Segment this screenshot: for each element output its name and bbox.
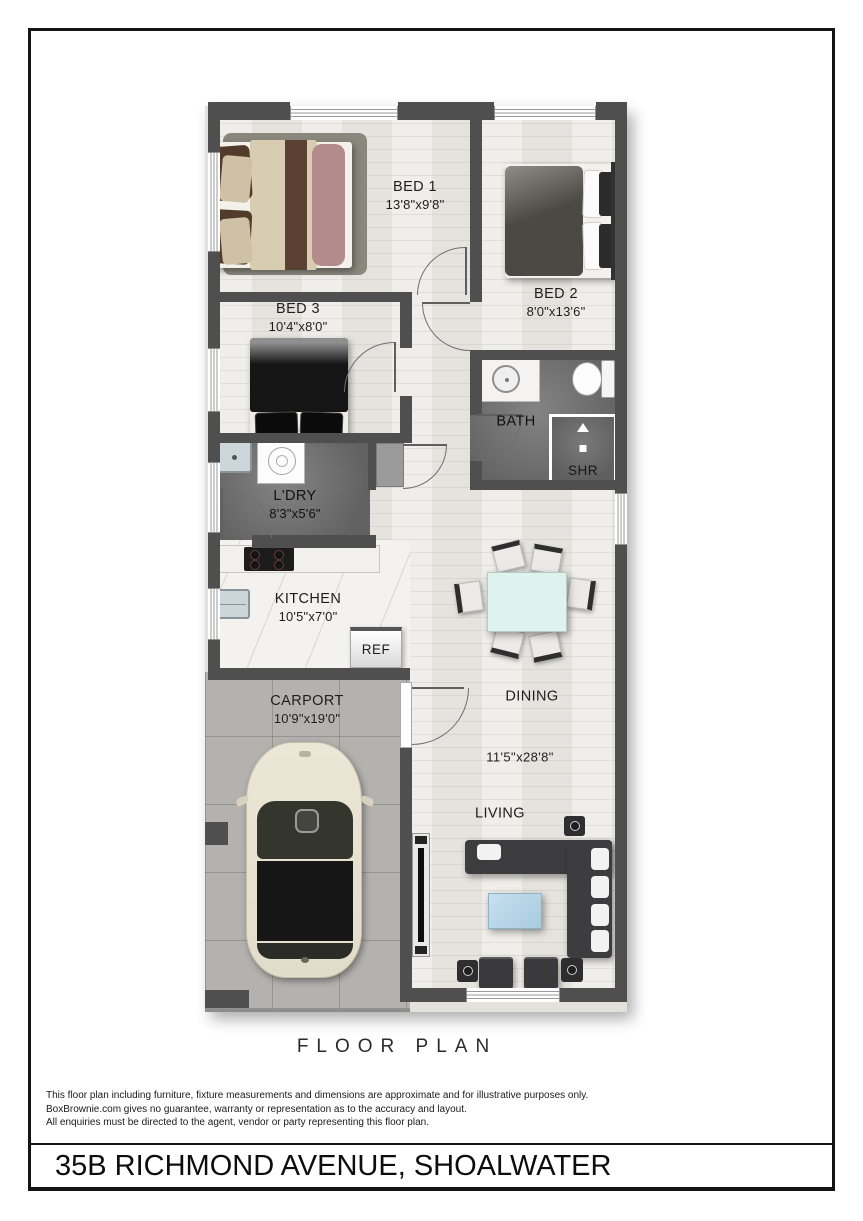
bed1-duvet-stripe [285,140,307,270]
room-name: CARPORT [270,693,344,709]
wall-segment [208,533,220,588]
wall-segment [560,988,627,1002]
wall-segment [208,433,412,443]
room-name: SHR [567,463,598,478]
window [208,348,220,412]
window [290,106,398,120]
bed1-throw-blanket [312,144,345,266]
tv-screen [418,848,424,942]
wall-segment [615,545,627,1002]
dining-chair [566,577,596,610]
carport-post [205,990,249,1008]
room-label-bath [496,414,535,431]
tv-unit-end [415,836,427,844]
room-dims: 10'9"x19'0" [273,711,341,726]
room-name: BED 2 [534,286,578,302]
side-table-lamp [561,958,583,982]
floor-plan [205,100,630,1015]
sofa-cushion [591,848,609,870]
door-leaf [465,247,467,295]
room-dims: 8'3"x5'6" [269,506,321,521]
room-dims-living-dining: 11'5"x28'8" [486,749,554,765]
window [494,106,596,120]
side-table-lamp [564,816,585,836]
wall-segment [400,292,412,348]
pillow [219,155,253,203]
tv-unit [412,833,430,957]
shower-drain-icon [580,445,587,452]
wall-segment [470,360,482,415]
disclaimer [46,1089,588,1130]
room-name: LIVING [475,805,525,822]
bed2-duvet [505,166,583,276]
disclaimer-line: BoxBrownie.com gives no guarantee, warranty or representation as to the accuracy and layout. [46,1103,467,1115]
ottoman [524,957,558,989]
tv-unit-end [415,946,427,954]
sofa-cushion [477,844,501,860]
window [208,462,220,533]
room-label-bed1 [386,179,445,213]
window [466,988,560,1002]
room-dims: 10'5"x7'0" [278,609,338,624]
toilet-tank [601,360,615,398]
room-name: L'DRY [273,488,317,504]
car-rear-detail [301,957,309,963]
carport-post [205,822,228,845]
linen-cupboard [376,443,404,487]
room-name: KITCHEN [274,591,342,607]
wall-segment [470,350,615,360]
sofa-cushion [591,930,609,952]
door-frame [400,682,412,748]
room-name: BED 1 [393,179,437,195]
room-name: DINING [505,688,559,705]
room-dims: 13'8"x9'8" [385,197,445,212]
door-leaf [221,488,223,538]
wall-segment [208,106,220,152]
cooktop [244,547,294,571]
wall-segment [470,106,482,302]
door-leaf [403,444,447,446]
washing-machine [257,437,305,484]
room-name: BATH [496,413,536,430]
room-label-laundry [269,488,320,522]
shower [549,414,617,484]
door-leaf [422,302,470,304]
pillow [219,217,253,265]
fridge [350,627,402,668]
footer-divider [31,1143,832,1145]
plan-title: FLOOR PLAN [296,1036,498,1057]
disclaimer-line: This floor plan including furniture, fixture measurements and dimensions are approximate and for illustrative purposes only. [46,1090,589,1101]
car-headrest [295,809,319,833]
window [615,493,627,545]
kitchen-counter [218,545,380,573]
window [208,588,220,640]
wall-segment [470,480,615,490]
room-label-living [475,806,525,823]
wall-segment [615,106,627,493]
room-label-dining [505,689,558,706]
car-badge [299,751,311,757]
dining-chair [454,580,484,613]
property-address: 35B RICHMOND AVENUE, SHOALWATER [55,1150,612,1182]
dining-chair [530,544,563,576]
window [208,152,220,252]
coffee-table [488,893,542,929]
dining-table [487,572,567,632]
ottoman [479,957,513,989]
car-roof [257,861,353,941]
wall-segment [400,748,412,1002]
bed3-duvet [250,338,348,412]
door-leaf [412,687,464,689]
room-label-kitchen [275,591,341,625]
fridge-label: REF [361,641,391,657]
room-label-carport [270,693,343,727]
room-dims: 8'0"x13'6" [526,304,586,319]
room-name: BED 3 [276,301,320,317]
wall-segment [208,668,410,680]
sofa-cushion [591,904,609,926]
toilet-bowl [572,362,602,396]
vanity-sink [492,365,520,393]
room-dims: 10'4"x8'0" [268,319,328,334]
wall-segment [208,102,290,120]
room-label-bed3 [269,301,328,335]
door-leaf [394,342,396,392]
side-table-lamp [457,960,478,982]
shower-head-icon [577,423,589,432]
disclaimer-line: All enquiries must be directed to the agent, vendor or party representing this floor plan. [46,1117,429,1128]
wall-segment [368,443,376,490]
sofa-cushion [591,876,609,898]
car [246,742,362,978]
room-label-bed2 [527,286,586,320]
